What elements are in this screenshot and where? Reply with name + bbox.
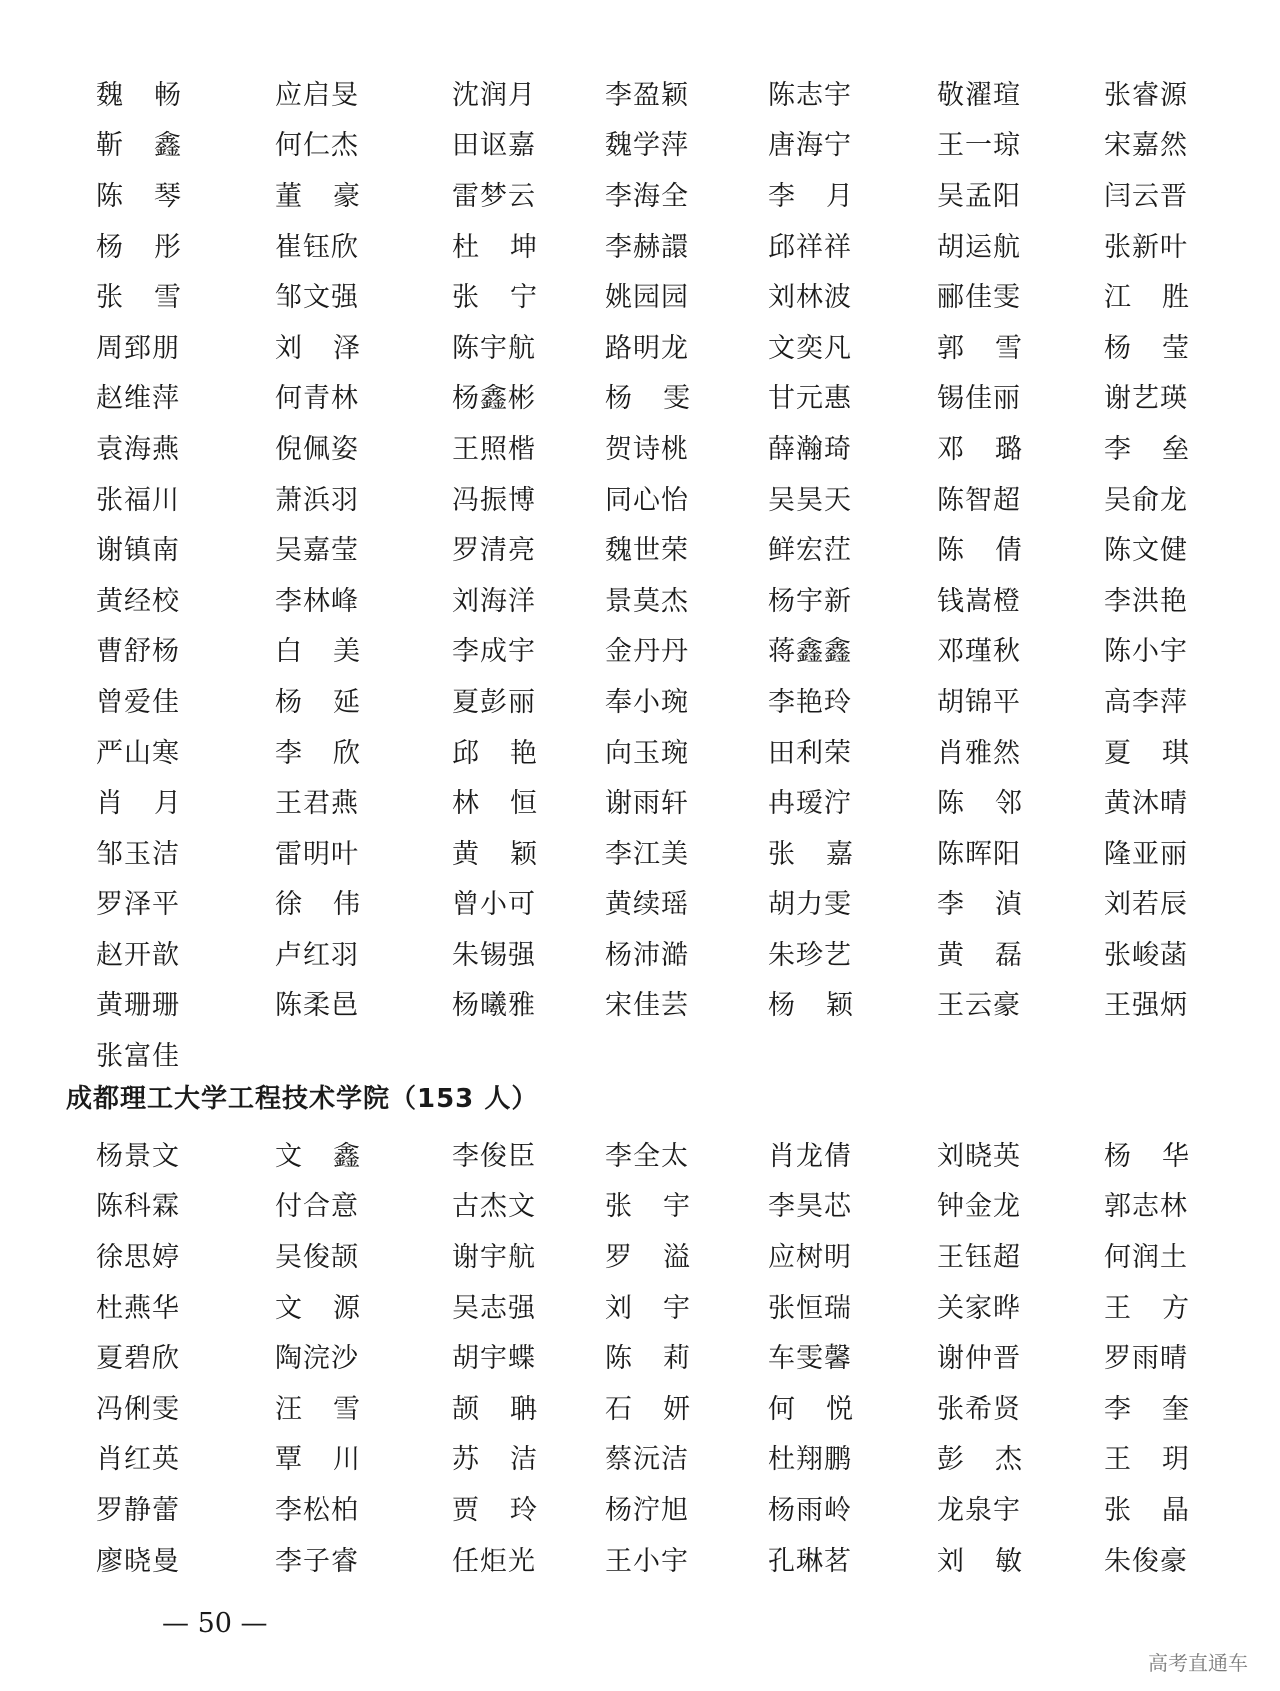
name-entry: 林 恒 bbox=[452, 788, 538, 820]
name-entry: 金丹丹 bbox=[605, 636, 689, 668]
name-entry: 杜燕华 bbox=[96, 1292, 180, 1324]
name-entry: 锡佳丽 bbox=[937, 383, 1021, 415]
name-entry: 王小宇 bbox=[605, 1545, 689, 1577]
name-entry: 邱祥祥 bbox=[768, 231, 852, 263]
name-entry: 同心怡 bbox=[605, 484, 689, 516]
name-entry: 黄续瑶 bbox=[605, 889, 689, 921]
name-entry: 陈晖阳 bbox=[937, 838, 1021, 870]
section-heading: 成都理工大学工程技术学院（153 人） bbox=[66, 1084, 539, 1114]
name-entry: 唐海宁 bbox=[768, 130, 852, 162]
name-entry: 覃 川 bbox=[275, 1444, 361, 1476]
name-entry: 关家晔 bbox=[937, 1292, 1021, 1324]
name-entry: 张 晶 bbox=[1104, 1494, 1190, 1526]
name-entry: 陈宇航 bbox=[452, 332, 536, 364]
name-entry: 何润土 bbox=[1104, 1241, 1188, 1273]
name-entry: 杨鑫彬 bbox=[452, 383, 536, 415]
name-entry: 郭 雪 bbox=[937, 332, 1023, 364]
name-entry: 张新叶 bbox=[1104, 231, 1188, 263]
name-entry: 孔琳茗 bbox=[768, 1545, 852, 1577]
name-entry: 李林峰 bbox=[275, 585, 359, 617]
name-entry: 彭 杰 bbox=[937, 1444, 1023, 1476]
name-entry: 杨景文 bbox=[96, 1140, 180, 1172]
name-entry: 杨 雯 bbox=[605, 383, 691, 415]
name-entry: 谢艺瑛 bbox=[1104, 383, 1188, 415]
name-entry: 向玉琬 bbox=[605, 737, 689, 769]
name-entry: 李昊芯 bbox=[768, 1191, 852, 1223]
name-entry: 陈文健 bbox=[1104, 535, 1188, 567]
name-entry: 杜翔鹏 bbox=[768, 1444, 852, 1476]
name-entry: 李全太 bbox=[605, 1140, 689, 1172]
name-entry: 倪佩姿 bbox=[275, 433, 359, 465]
name-entry: 张睿源 bbox=[1104, 79, 1188, 111]
name-entry: 高李萍 bbox=[1104, 686, 1188, 718]
name-entry: 田讴嘉 bbox=[452, 130, 536, 162]
name-entry: 钟金龙 bbox=[937, 1191, 1021, 1223]
name-entry: 谢镇南 bbox=[96, 535, 180, 567]
name-entry: 肖雅然 bbox=[937, 737, 1021, 769]
name-entry: 刘若辰 bbox=[1104, 889, 1188, 921]
name-entry: 崔钰欣 bbox=[275, 231, 359, 263]
name-entry: 李海全 bbox=[605, 180, 689, 212]
name-entry: 李 月 bbox=[768, 180, 854, 212]
name-entry: 黄 颖 bbox=[452, 838, 538, 870]
name-entry: 张福川 bbox=[96, 484, 180, 516]
name-entry: 何仁杰 bbox=[275, 130, 359, 162]
name-entry: 李 垒 bbox=[1104, 433, 1190, 465]
name-entry: 罗泽平 bbox=[96, 889, 180, 921]
name-entry: 吴俞龙 bbox=[1104, 484, 1188, 516]
name-entry: 王 方 bbox=[1104, 1292, 1190, 1324]
name-entry: 郦佳雯 bbox=[937, 282, 1021, 314]
name-entry: 罗雨晴 bbox=[1104, 1343, 1188, 1375]
name-entry: 严山寒 bbox=[96, 737, 180, 769]
name-entry: 鲜宏茳 bbox=[768, 535, 852, 567]
name-entry: 杨 华 bbox=[1104, 1140, 1190, 1172]
name-entry: 邓瑾秋 bbox=[937, 636, 1021, 668]
name-entry: 李成宇 bbox=[452, 636, 536, 668]
name-entry: 曾爱佳 bbox=[96, 686, 180, 718]
name-entry: 杨雨岭 bbox=[768, 1494, 852, 1526]
name-entry: 吴孟阳 bbox=[937, 180, 1021, 212]
name-entry: 罗 溢 bbox=[605, 1241, 691, 1273]
name-entry: 陶浣沙 bbox=[275, 1343, 359, 1375]
name-entry: 冉瑷泞 bbox=[768, 788, 852, 820]
name-entry: 黄经校 bbox=[96, 585, 180, 617]
name-entry: 张 雪 bbox=[96, 282, 182, 314]
name-entry: 李艳玲 bbox=[768, 686, 852, 718]
name-entry: 刘海洋 bbox=[452, 585, 536, 617]
name-entry: 张希贤 bbox=[937, 1393, 1021, 1425]
name-entry: 汪 雪 bbox=[275, 1393, 361, 1425]
name-entry: 张 嘉 bbox=[768, 838, 854, 870]
name-entry: 胡锦平 bbox=[937, 686, 1021, 718]
name-entry: 沈润月 bbox=[452, 79, 536, 111]
name-entry: 刘晓英 bbox=[937, 1140, 1021, 1172]
name-entry: 雷梦云 bbox=[452, 180, 536, 212]
name-entry: 黄 磊 bbox=[937, 939, 1023, 971]
name-entry: 张 宇 bbox=[605, 1191, 691, 1223]
name-entry: 赵维萍 bbox=[96, 383, 180, 415]
name-entry: 宋嘉然 bbox=[1104, 130, 1188, 162]
name-entry: 陈智超 bbox=[937, 484, 1021, 516]
name-entry: 陈 琴 bbox=[96, 180, 182, 212]
name-entry: 夏 琪 bbox=[1104, 737, 1190, 769]
name-entry: 田利荣 bbox=[768, 737, 852, 769]
name-entry: 谢宇航 bbox=[452, 1241, 536, 1273]
name-entry: 魏世荣 bbox=[605, 535, 689, 567]
name-list-section bbox=[96, 1131, 1216, 1586]
name-entry: 廖晓曼 bbox=[96, 1545, 180, 1577]
name-entry: 李洪艳 bbox=[1104, 585, 1188, 617]
name-entry: 徐 伟 bbox=[275, 889, 361, 921]
page-number: — 50 — bbox=[162, 1608, 268, 1639]
name-entry: 杨泞旭 bbox=[605, 1494, 689, 1526]
name-entry: 吴志强 bbox=[452, 1292, 536, 1324]
name-entry: 王 玥 bbox=[1104, 1444, 1190, 1476]
name-entry: 魏 畅 bbox=[96, 79, 182, 111]
name-entry: 敬濯瑄 bbox=[937, 79, 1021, 111]
name-entry: 胡力雯 bbox=[768, 889, 852, 921]
name-entry: 江 胜 bbox=[1104, 282, 1190, 314]
name-entry: 宋佳芸 bbox=[605, 990, 689, 1022]
name-entry: 贾 玲 bbox=[452, 1494, 538, 1526]
name-entry: 王钰超 bbox=[937, 1241, 1021, 1273]
name-entry: 陈 邻 bbox=[937, 788, 1023, 820]
name-entry: 白 美 bbox=[275, 636, 361, 668]
name-entry: 徐思婷 bbox=[96, 1241, 180, 1273]
name-entry: 奉小琬 bbox=[605, 686, 689, 718]
name-entry: 李赫譞 bbox=[605, 231, 689, 263]
name-entry: 李江美 bbox=[605, 838, 689, 870]
name-entry: 吴嘉莹 bbox=[275, 535, 359, 567]
name-entry: 张 宁 bbox=[452, 282, 538, 314]
name-entry: 薛瀚琦 bbox=[768, 433, 852, 465]
name-entry: 何青林 bbox=[275, 383, 359, 415]
name-entry: 张峻菡 bbox=[1104, 939, 1188, 971]
name-entry: 李盈颖 bbox=[605, 79, 689, 111]
name-entry: 郭志林 bbox=[1104, 1191, 1188, 1223]
name-entry: 朱锡强 bbox=[452, 939, 536, 971]
name-entry: 谢雨轩 bbox=[605, 788, 689, 820]
name-entry: 陈小宇 bbox=[1104, 636, 1188, 668]
name-entry: 石 妍 bbox=[605, 1393, 691, 1425]
name-entry: 王云豪 bbox=[937, 990, 1021, 1022]
name-entry: 魏学萍 bbox=[605, 130, 689, 162]
name-entry: 董 豪 bbox=[275, 180, 361, 212]
name-entry: 贺诗桃 bbox=[605, 433, 689, 465]
name-entry: 刘林波 bbox=[768, 282, 852, 314]
name-entry: 张恒瑞 bbox=[768, 1292, 852, 1324]
name-entry: 罗清亮 bbox=[452, 535, 536, 567]
name-entry: 罗静蕾 bbox=[96, 1494, 180, 1526]
name-entry: 李松柏 bbox=[275, 1494, 359, 1526]
name-entry: 苏 洁 bbox=[452, 1444, 538, 1476]
name-entry: 卢红羽 bbox=[275, 939, 359, 971]
name-entry: 任炬光 bbox=[452, 1545, 536, 1577]
name-entry: 付合意 bbox=[275, 1191, 359, 1223]
name-entry: 黄沐晴 bbox=[1104, 788, 1188, 820]
name-entry: 邹文强 bbox=[275, 282, 359, 314]
watermark-text: 高考直通车 bbox=[1148, 1651, 1248, 1675]
name-entry: 应树明 bbox=[768, 1241, 852, 1273]
name-entry: 萧浜羽 bbox=[275, 484, 359, 516]
name-entry: 路明龙 bbox=[605, 332, 689, 364]
name-entry: 陈志宇 bbox=[768, 79, 852, 111]
name-entry: 杨 延 bbox=[275, 686, 361, 718]
name-entry: 景莫杰 bbox=[605, 585, 689, 617]
name-entry: 吴俊颉 bbox=[275, 1241, 359, 1273]
name-entry: 何 悦 bbox=[768, 1393, 854, 1425]
name-entry: 谢仲晋 bbox=[937, 1343, 1021, 1375]
name-entry: 蒋鑫鑫 bbox=[768, 636, 852, 668]
name-entry: 李俊臣 bbox=[452, 1140, 536, 1172]
name-entry: 张富佳 bbox=[96, 1041, 180, 1073]
name-entry: 颉 聃 bbox=[452, 1393, 538, 1425]
name-entry: 李 湞 bbox=[937, 889, 1023, 921]
name-entry: 杨 颖 bbox=[768, 990, 854, 1022]
name-entry: 姚园园 bbox=[605, 282, 689, 314]
name-entry: 应启旻 bbox=[275, 79, 359, 111]
name-entry: 吴昊天 bbox=[768, 484, 852, 516]
name-entry: 杜 坤 bbox=[452, 231, 538, 263]
name-entry: 夏彭丽 bbox=[452, 686, 536, 718]
name-entry: 闫云晋 bbox=[1104, 180, 1188, 212]
name-entry: 冯俐雯 bbox=[96, 1393, 180, 1425]
name-entry: 李子睿 bbox=[275, 1545, 359, 1577]
name-entry: 蔡沅洁 bbox=[605, 1444, 689, 1476]
name-entry: 肖红英 bbox=[96, 1444, 180, 1476]
name-entry: 龙泉宇 bbox=[937, 1494, 1021, 1526]
name-entry: 杨 莹 bbox=[1104, 332, 1190, 364]
name-entry: 胡宇蝶 bbox=[452, 1343, 536, 1375]
name-entry: 邹玉洁 bbox=[96, 838, 180, 870]
name-entry: 靳 鑫 bbox=[96, 130, 182, 162]
name-entry: 夏碧欣 bbox=[96, 1343, 180, 1375]
name-list-top bbox=[96, 70, 1216, 1082]
name-entry: 杨曦雅 bbox=[452, 990, 536, 1022]
name-entry: 赵开歆 bbox=[96, 939, 180, 971]
name-entry: 王照楷 bbox=[452, 433, 536, 465]
name-entry: 陈科霖 bbox=[96, 1191, 180, 1223]
name-entry: 钱嵩橙 bbox=[937, 585, 1021, 617]
name-entry: 隆亚丽 bbox=[1104, 838, 1188, 870]
name-entry: 雷明叶 bbox=[275, 838, 359, 870]
name-entry: 陈 倩 bbox=[937, 535, 1023, 567]
name-entry: 杨宇新 bbox=[768, 585, 852, 617]
name-entry: 甘元惠 bbox=[768, 383, 852, 415]
name-entry: 车雯馨 bbox=[768, 1343, 852, 1375]
name-entry: 袁海燕 bbox=[96, 433, 180, 465]
name-entry: 肖 月 bbox=[96, 788, 182, 820]
name-entry: 邓 璐 bbox=[937, 433, 1023, 465]
name-entry: 胡运航 bbox=[937, 231, 1021, 263]
name-entry: 王君燕 bbox=[275, 788, 359, 820]
name-entry: 李 欣 bbox=[275, 737, 361, 769]
name-entry: 文奕凡 bbox=[768, 332, 852, 364]
name-entry: 文 鑫 bbox=[275, 1140, 361, 1172]
name-entry: 刘 泽 bbox=[275, 332, 361, 364]
name-entry: 李 奎 bbox=[1104, 1393, 1190, 1425]
name-entry: 曾小可 bbox=[452, 889, 536, 921]
name-entry: 刘 宇 bbox=[605, 1292, 691, 1324]
name-entry: 朱俊豪 bbox=[1104, 1545, 1188, 1577]
name-entry: 文 源 bbox=[275, 1292, 361, 1324]
name-entry: 杨沛澔 bbox=[605, 939, 689, 971]
name-entry: 陈柔邑 bbox=[275, 990, 359, 1022]
name-entry: 王强炳 bbox=[1104, 990, 1188, 1022]
name-entry: 冯振博 bbox=[452, 484, 536, 516]
name-entry: 杨 彤 bbox=[96, 231, 182, 263]
name-entry: 肖龙倩 bbox=[768, 1140, 852, 1172]
name-entry: 陈 莉 bbox=[605, 1343, 691, 1375]
name-entry: 刘 敏 bbox=[937, 1545, 1023, 1577]
name-entry: 王一琼 bbox=[937, 130, 1021, 162]
name-entry: 黄珊珊 bbox=[96, 990, 180, 1022]
name-entry: 邱 艳 bbox=[452, 737, 538, 769]
name-entry: 古杰文 bbox=[452, 1191, 536, 1223]
name-entry: 朱珍艺 bbox=[768, 939, 852, 971]
name-entry: 周郅朋 bbox=[96, 332, 180, 364]
name-entry: 曹舒杨 bbox=[96, 636, 180, 668]
